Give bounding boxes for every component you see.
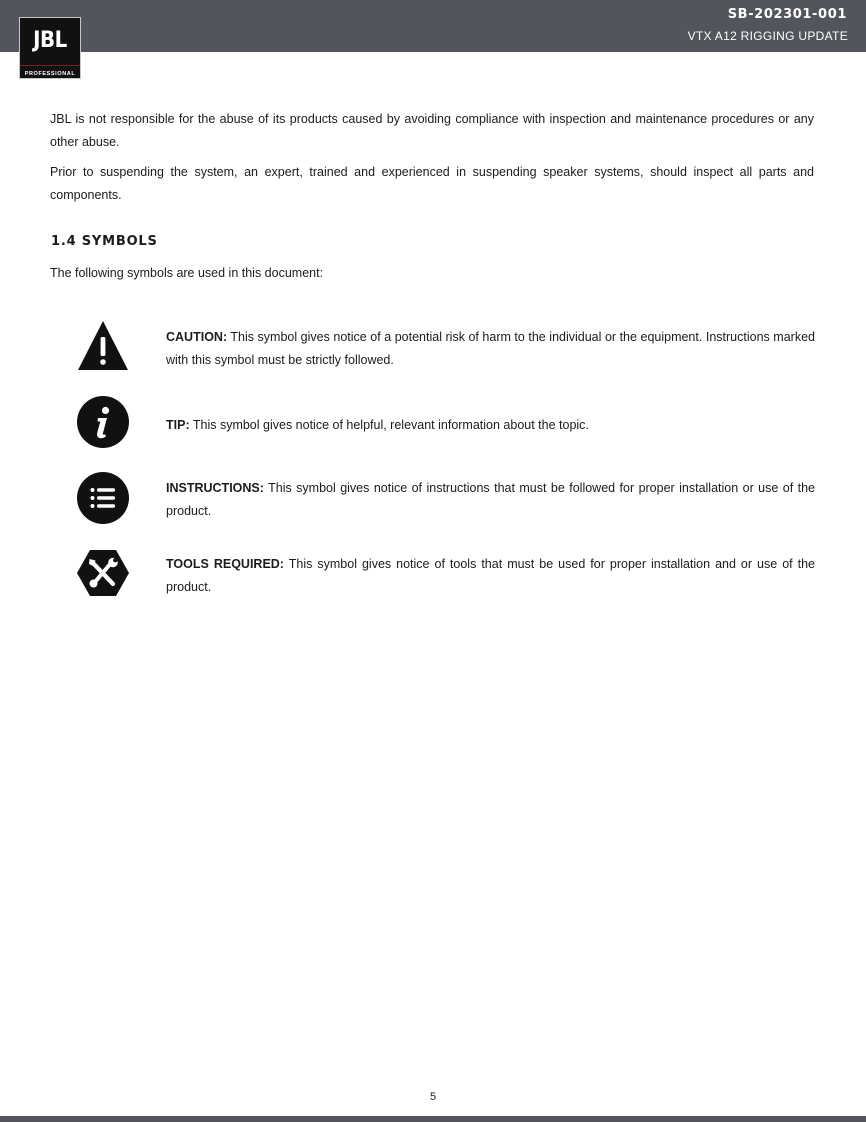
- symbol-description: This symbol gives notice of instructions that must be followed for proper installation or use of the product.: [166, 481, 815, 518]
- symbol-description: This symbol gives notice of tools that must be used for proper installation and or use of the product.: [166, 557, 816, 594]
- symbol-description: This symbol gives notice of helpful, relevant information about the topic.: [189, 418, 589, 432]
- list-icon: [77, 472, 129, 524]
- document-id: SB-202301-001: [727, 7, 847, 22]
- symbol-tip: [166, 414, 815, 437]
- document-subtitle: VTX A12 RIGGING UPDATE: [687, 29, 848, 43]
- jbl-logo: [19, 17, 81, 79]
- section-title: 1.4 SYMBOLS: [51, 234, 158, 249]
- paragraph-inspection: Prior to suspending the system, an expert, trained and experienced in suspending speaker systems, should inspect all parts and components.: [50, 165, 814, 202]
- paragraph-liability: JBL is not responsible for the abuse of its products caused by avoiding compliance with inspection and maintenance procedures or any other abuse.: [50, 112, 814, 149]
- section-intro: The following symbols are used in this document:: [50, 266, 324, 280]
- symbol-caution: [166, 326, 815, 372]
- info-icon: [77, 396, 129, 448]
- page-number: 5: [429, 1091, 437, 1103]
- symbol-label: TIP:: [166, 418, 190, 432]
- caution-triangle-icon: [77, 320, 129, 372]
- symbol-label: TOOLS REQUIRED:: [166, 557, 284, 571]
- symbol-label: CAUTION:: [166, 330, 228, 344]
- logo-mark: JBL: [33, 28, 67, 53]
- symbol-label: INSTRUCTIONS:: [166, 481, 264, 495]
- logo-subtext: PROFESSIONAL: [24, 71, 76, 77]
- symbol-instructions: [166, 477, 815, 523]
- symbol-description: This symbol gives notice of a potential risk of harm to the individual or the equipment. Instructions marked with this symbol must be strictly followed.: [166, 330, 815, 367]
- footer-bar: [0, 1116, 866, 1122]
- symbol-tools-required: [166, 553, 815, 599]
- tools-icon: [77, 547, 129, 599]
